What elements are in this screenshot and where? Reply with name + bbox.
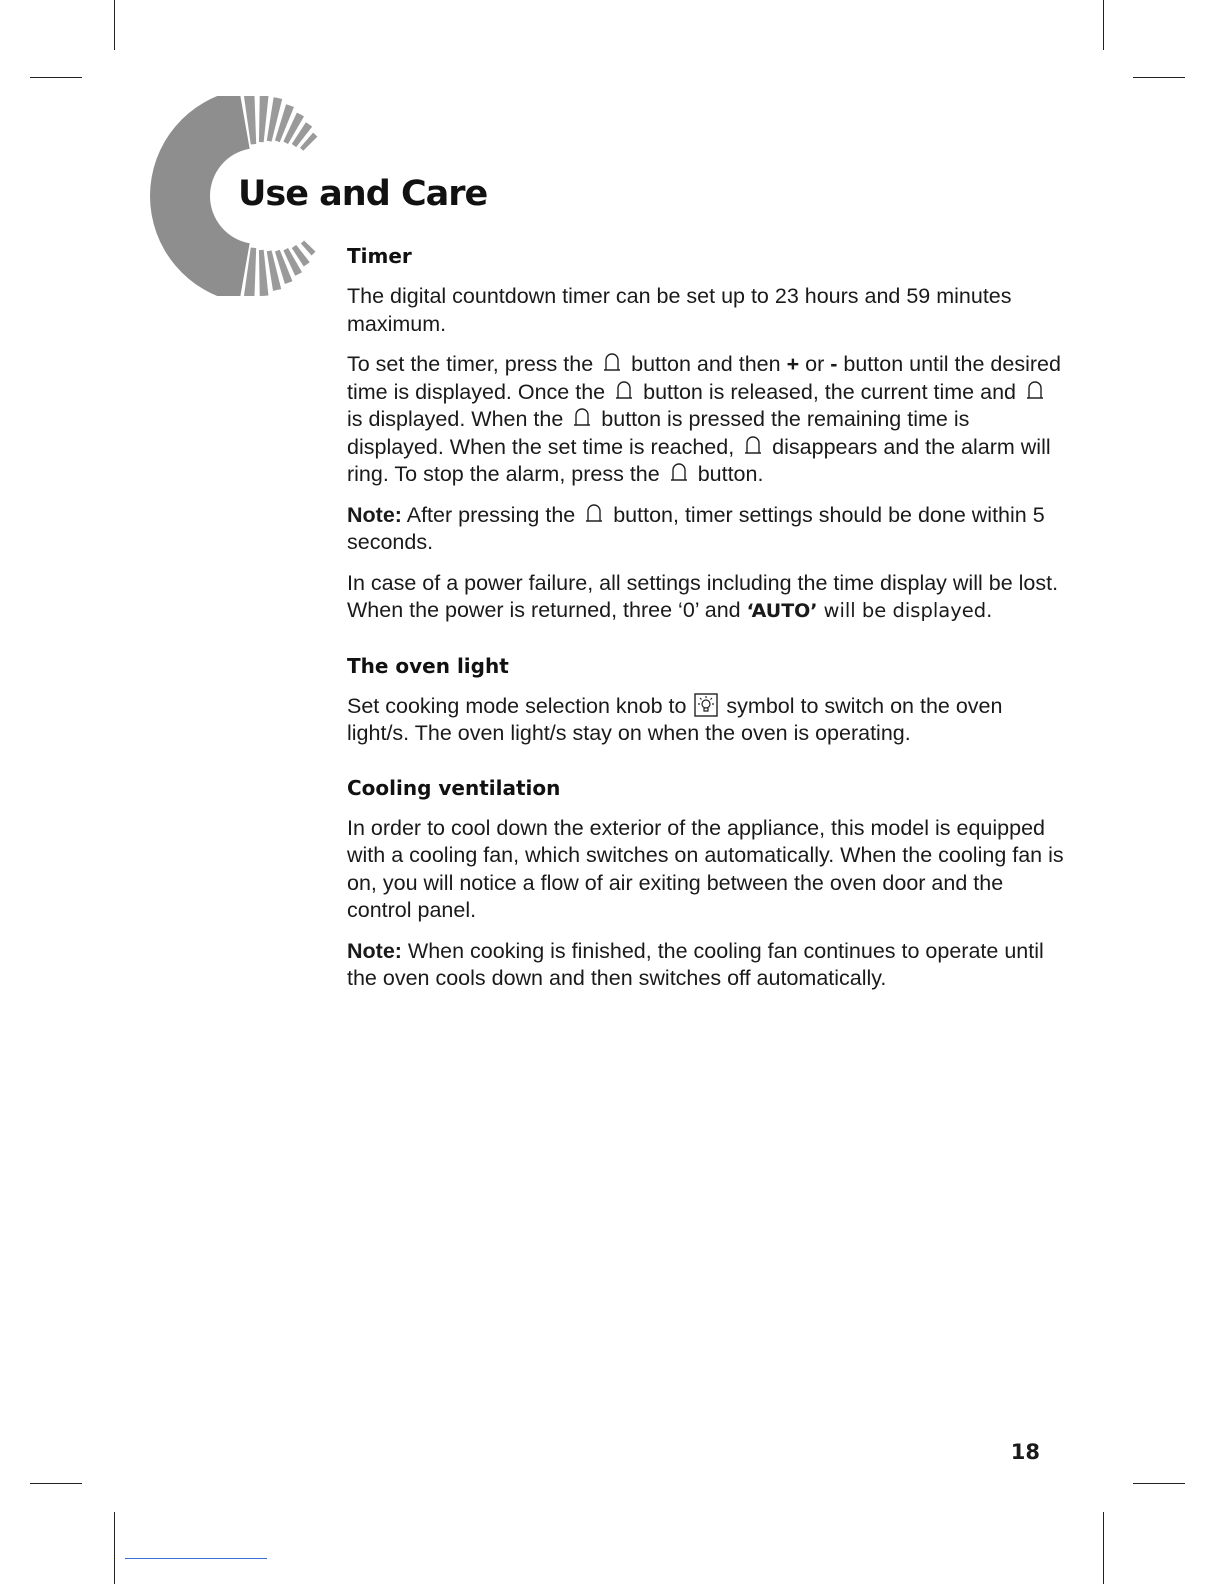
crop-mark-bottom-right-horizontal xyxy=(1133,1483,1185,1484)
zero-display-text: ‘0’ xyxy=(678,598,699,622)
page-number: 18 xyxy=(1010,1440,1040,1464)
text-fragment: To set the timer, press the xyxy=(347,352,594,376)
crop-mark-bottom-left-vertical xyxy=(114,1512,115,1584)
text-fragment: button until the desired time is displayed. Once the xyxy=(347,352,1061,404)
timer-power-failure-paragraph xyxy=(347,570,1067,626)
text-fragment: button is released, the current time and xyxy=(643,379,1016,404)
sunburst-ray xyxy=(301,240,316,255)
section-heading-cooling-ventilation: Cooling ventilation xyxy=(347,775,561,800)
text-fragment: symbol to switch on the oven light/s. The oven light/s stay on when the oven is operating. xyxy=(347,693,1003,745)
bell-timer-icon xyxy=(572,407,592,429)
text-fragment: In case of a power failure, all settings including the time display will be lost. When the power is returned, three xyxy=(347,570,1059,622)
text-fragment: will be displayed. xyxy=(823,599,993,622)
bell-timer-icon xyxy=(602,352,622,374)
text-fragment: button. xyxy=(697,462,764,486)
bell-timer-icon xyxy=(614,380,634,402)
main-content xyxy=(347,244,1067,1006)
text-fragment: or xyxy=(805,352,825,376)
sunburst-ray xyxy=(259,96,269,142)
text-fragment: Set cooking mode selection knob to xyxy=(347,693,687,718)
chapter-title: Use and Care xyxy=(238,174,488,214)
timer-note xyxy=(347,502,1067,557)
timer-paragraph-instructions xyxy=(347,351,1067,489)
bell-timer-icon xyxy=(584,503,604,525)
oven-light-icon xyxy=(694,693,718,717)
crop-mark-top-right-horizontal xyxy=(1133,77,1185,78)
timer-paragraph-max: The digital countdown timer can be set up to 23 hours and 59 minutes maximum. xyxy=(347,284,1012,336)
section-heading-oven-light: The oven light xyxy=(347,653,509,678)
text-fragment: button and then xyxy=(631,352,781,376)
crop-mark-bottom-left-horizontal xyxy=(30,1483,82,1484)
note-label: Note: xyxy=(347,938,402,963)
auto-display-text: ‘AUTO’ xyxy=(746,600,818,622)
bell-timer-icon xyxy=(669,462,689,484)
crop-mark-top-left-horizontal xyxy=(30,77,82,78)
crop-mark-top-right-vertical xyxy=(1103,0,1104,50)
plus-symbol: + xyxy=(786,352,800,376)
text-fragment: After pressing the xyxy=(406,502,576,527)
text-fragment: button, timer settings should be done within 5 seconds. xyxy=(347,502,1045,554)
section-heading-timer: Timer xyxy=(347,244,412,268)
text-fragment: button is pressed the remaining time is displayed. When the set time is reached, xyxy=(347,407,970,459)
crop-mark-bottom-right-vertical xyxy=(1103,1512,1104,1584)
oven-light-paragraph xyxy=(347,693,1067,748)
bell-timer-icon xyxy=(1025,380,1045,402)
bottom-rule xyxy=(125,1558,267,1559)
cooling-note xyxy=(347,938,1067,993)
sunburst-ray xyxy=(259,250,269,296)
crop-mark-top-left-vertical xyxy=(114,0,115,50)
text-fragment: When cooking is finished, the cooling fan continues to operate until the oven cools down and then switches off automatically. xyxy=(347,938,1044,990)
text-fragment: disappears and the alarm will ring. To stop the alarm, press the xyxy=(347,434,1051,486)
minus-symbol: - xyxy=(830,352,838,376)
sunburst-arc xyxy=(150,96,250,296)
cooling-paragraph: In order to cool down the exterior of the appliance, this model is equipped with a cooling fan, which switches on automatically. When the cooling fan is on, you will notice a flow of air exiting between the oven door and the control panel. xyxy=(347,815,1064,922)
note-label: Note: xyxy=(347,502,402,527)
bell-timer-icon xyxy=(743,435,763,457)
text-fragment: is displayed. When the xyxy=(347,407,564,431)
text-fragment: and xyxy=(704,598,741,622)
